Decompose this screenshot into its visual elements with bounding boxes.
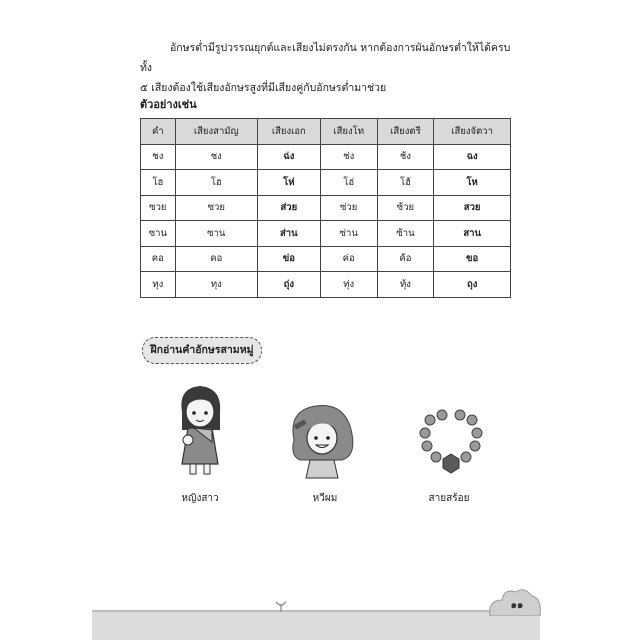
table-cell: ซวย	[175, 195, 257, 221]
practice-heading: ฝึกอ่านคำอักษรสามหมู่	[142, 337, 262, 364]
table-cell: คอ	[141, 246, 176, 272]
table-cell: ซาน	[175, 221, 257, 247]
table-cell: โฮ้	[377, 170, 434, 196]
table-cell: ซ่าน	[320, 221, 377, 247]
table-row	[141, 272, 511, 298]
footer-ground	[92, 610, 540, 640]
combing-hair-illustration-icon	[286, 400, 358, 480]
table-cell: ทุง	[141, 272, 176, 298]
table-cell: ซ้าน	[377, 221, 434, 247]
table-cell: ขอ	[434, 246, 511, 272]
table-cell: ฉง	[434, 144, 511, 170]
intro-paragraph	[140, 38, 520, 98]
table-cell: โฮ	[175, 170, 257, 196]
example-title: ตัวอย่างเช่น	[140, 98, 197, 111]
header-chattawa: เสียงจัตวา	[434, 119, 511, 145]
table-header-row	[141, 119, 511, 145]
table-cell: โฮ	[141, 170, 176, 196]
header-word: คำ	[141, 119, 176, 145]
table-row	[141, 195, 511, 221]
table-cell: ข่อ	[257, 246, 320, 272]
table-cell: สวย	[434, 195, 511, 221]
sprout-icon	[274, 600, 288, 612]
table-cell: โห	[434, 170, 511, 196]
footer-ground-line	[92, 610, 540, 612]
table-cell: โฮ่	[320, 170, 377, 196]
table-cell: ชง	[141, 144, 176, 170]
table-cell: โห่	[257, 170, 320, 196]
table-row	[141, 170, 511, 196]
table-cell: ถุง	[434, 272, 511, 298]
table-cell: ทุ่ง	[320, 272, 377, 298]
header-tho: เสียงโท	[320, 119, 377, 145]
intro-line-2: ๕ เสียงต้องใช้เสียงอักษรสูงที่มีเสียงคู่กับอักษรต่ำมาช่วย	[140, 82, 387, 94]
table-row	[141, 246, 511, 272]
header-ek: เสียงเอก	[257, 119, 320, 145]
table-cell: สาน	[434, 221, 511, 247]
table-cell: ส่าน	[257, 221, 320, 247]
table-cell: ฉ่ง	[257, 144, 320, 170]
table-cell: ถุ่ง	[257, 272, 320, 298]
caption-necklace: สายสร้อย	[428, 493, 470, 504]
table-cell: ช้ง	[377, 144, 434, 170]
table-cell: ทุง	[175, 272, 257, 298]
table-cell: ค่อ	[320, 246, 377, 272]
caption-girl: หญิงสาว	[181, 493, 219, 504]
caption-comb-hair: หวีผม	[312, 493, 338, 504]
tone-table	[140, 118, 511, 298]
page-number: ๑๑	[510, 600, 524, 611]
header-common: เสียงสามัญ	[175, 119, 257, 145]
header-tri: เสียงตรี	[377, 119, 434, 145]
table-cell: ส่วย	[257, 195, 320, 221]
intro-line-1: อักษรต่ำมีรูปวรรณยุกต์และเสียงไม่ตรงกัน หากต้องการผันอักษรต่ำให้ได้ครบทั้ง	[140, 42, 511, 74]
table-cell: ซวย	[141, 195, 176, 221]
table-cell: ช่ง	[320, 144, 377, 170]
table-cell: ทุ้ง	[377, 272, 434, 298]
table-cell: ชง	[175, 144, 257, 170]
table-cell: ซ่วย	[320, 195, 377, 221]
table-cell: คอ	[175, 246, 257, 272]
table-cell: ค้อ	[377, 246, 434, 272]
table-cell: ซาน	[141, 221, 176, 247]
table-row	[141, 221, 511, 247]
necklace-illustration-icon	[418, 408, 484, 480]
table-cell: ซ้วย	[377, 195, 434, 221]
table-row	[141, 144, 511, 170]
girl-illustration-icon	[168, 382, 232, 482]
